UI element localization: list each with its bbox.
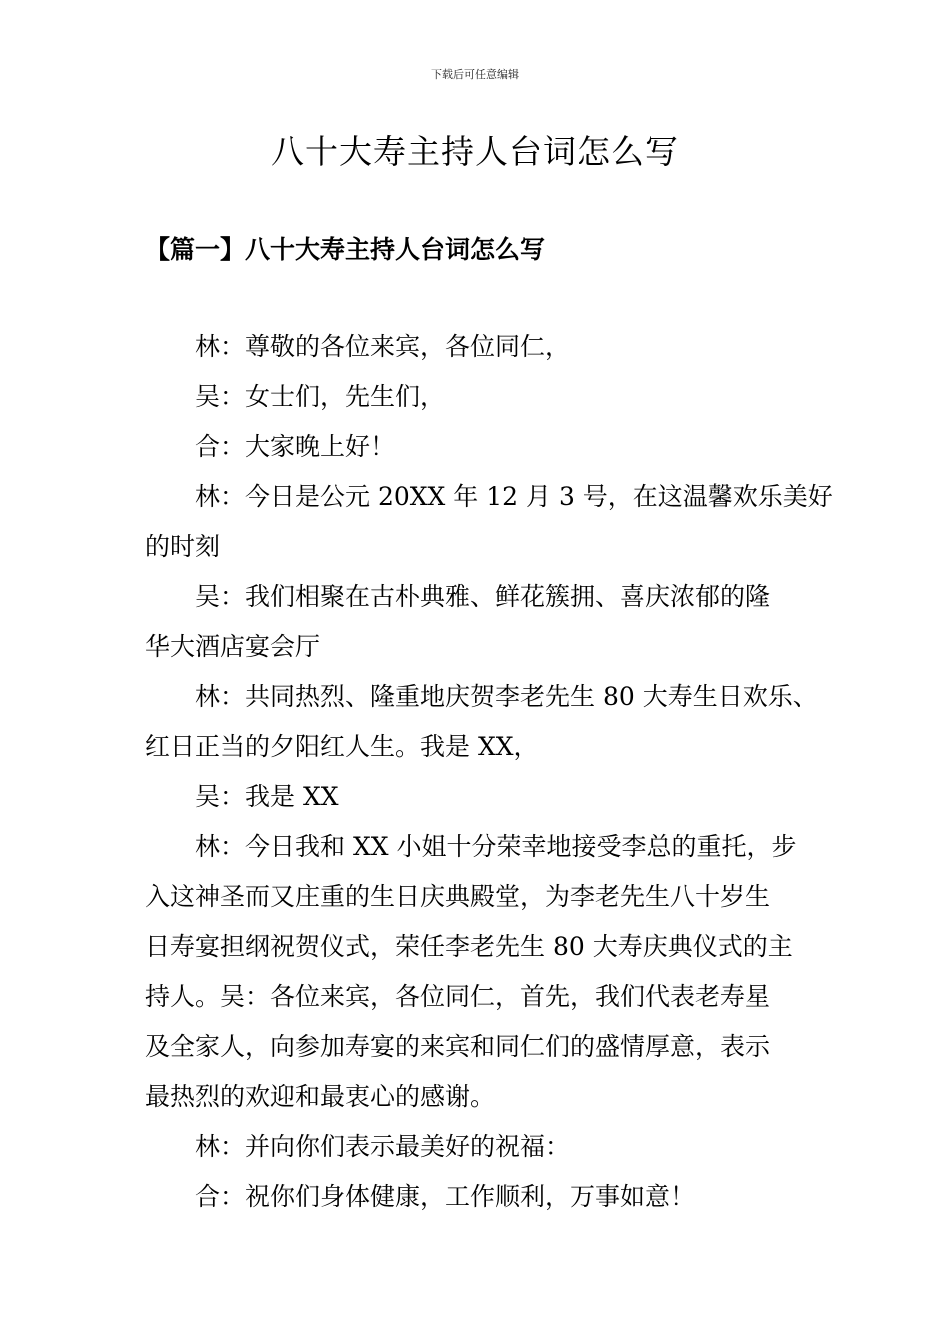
paragraph-line: 吴：女士们，先生们， bbox=[195, 382, 446, 411]
dialogue-paragraph bbox=[145, 672, 818, 772]
paragraph-line: 林：尊敬的各位来宾，各位同仁， bbox=[195, 332, 571, 361]
paragraph-line: 日寿宴担纲祝贺仪式，荣任李老先生 80 大寿庆典仪式的主 bbox=[145, 932, 793, 961]
dialogue-paragraph bbox=[145, 822, 815, 1122]
paragraph-line: 林：今日我和 XX 小姐十分荣幸地接受李总的重托，步 bbox=[195, 832, 797, 861]
paragraph-line: 的时刻 bbox=[145, 532, 221, 561]
paragraph-line: 吴：我是 XX bbox=[195, 782, 339, 811]
dialogue-paragraph bbox=[145, 472, 833, 572]
dialogue-paragraph bbox=[145, 322, 815, 372]
paragraph-line: 吴：我们相聚在古朴典雅、鲜花簇拥、喜庆浓郁的隆 bbox=[195, 582, 771, 611]
paragraph-line: 合：大家晚上好！ bbox=[195, 432, 396, 461]
section-heading: 【篇一】八十大寿主持人台词怎么写 bbox=[145, 235, 546, 264]
body-text bbox=[145, 322, 833, 1222]
dialogue-paragraph bbox=[145, 372, 815, 422]
dialogue-paragraph bbox=[145, 772, 815, 822]
paragraph-line: 林：共同热烈、隆重地庆贺李老先生 80 大寿生日欢乐、 bbox=[195, 682, 818, 711]
dialogue-paragraph bbox=[145, 1122, 815, 1172]
paragraph-line: 林：并向你们表示最美好的祝福： bbox=[195, 1132, 571, 1161]
paragraph-line: 华大酒店宴会厅 bbox=[145, 632, 321, 661]
paragraph-line: 合：祝你们身体健康，工作顺利，万事如意！ bbox=[195, 1182, 696, 1211]
paragraph-line: 红日正当的夕阳红人生。我是 XX， bbox=[145, 732, 539, 761]
paragraph-line: 及全家人，向参加寿宴的来宾和同仁们的盛情厚意，表示 bbox=[145, 1032, 771, 1061]
paragraph-line: 林：今日是公元 20XX 年 12 月 3 号，在这温馨欢乐美好 bbox=[195, 482, 833, 511]
paragraph-line: 入这神圣而又庄重的生日庆典殿堂，为李老先生八十岁生 bbox=[145, 882, 771, 911]
dialogue-paragraph bbox=[145, 422, 815, 472]
header-note: 下载后可任意编辑 bbox=[431, 68, 519, 81]
document-title: 八十大寿主持人台词怎么写 bbox=[271, 132, 679, 171]
dialogue-paragraph bbox=[145, 1172, 815, 1222]
paragraph-line: 持人。吴：各位来宾，各位同仁，首先，我们代表老寿星 bbox=[145, 982, 771, 1011]
dialogue-paragraph bbox=[145, 572, 815, 672]
paragraph-line: 最热烈的欢迎和最衷心的感谢。 bbox=[145, 1082, 496, 1111]
